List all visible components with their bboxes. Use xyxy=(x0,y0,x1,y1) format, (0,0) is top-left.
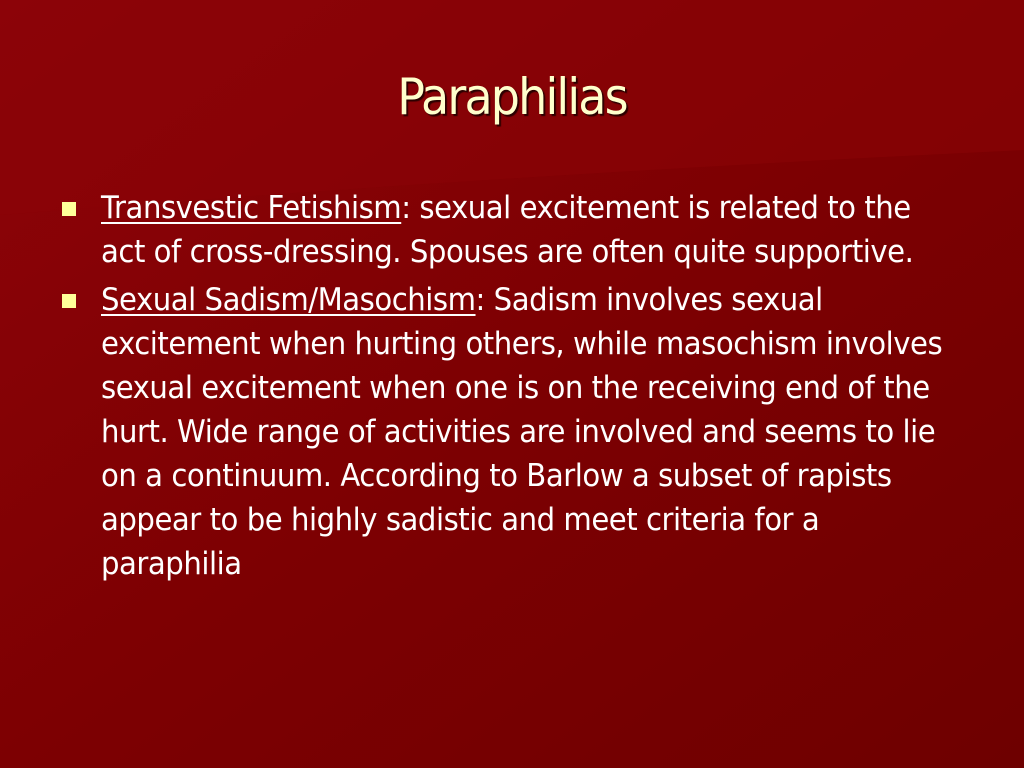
bullet-text xyxy=(101,278,947,586)
bullet-text xyxy=(101,186,947,274)
bullet-item-transvestic-fetishism xyxy=(58,186,978,274)
bullet-term: Sexual Sadism/Masochism xyxy=(101,282,476,318)
square-bullet-icon xyxy=(62,202,76,216)
bullet-item-sexual-sadism-masochism xyxy=(58,278,978,586)
bullet-list xyxy=(58,186,978,590)
slide-title: Paraphilias xyxy=(397,68,627,126)
bullet-description: : sexual excitement is related to the act of cross-dressing. Spouses are often quite supportive. xyxy=(101,190,914,270)
bullet-term: Transvestic Fetishism xyxy=(101,190,402,226)
bullet-description: : Sadism involves sexual excitement when hurting others, while masochism involves sexual excitement when one is on the receiving end of the hurt. Wide range of activities are involved and seems to lie on a continuum. According to Barlow a subset of rapists appear to be highly sadistic and meet criteria for a paraphilia xyxy=(101,282,943,582)
square-bullet-icon xyxy=(62,294,76,308)
